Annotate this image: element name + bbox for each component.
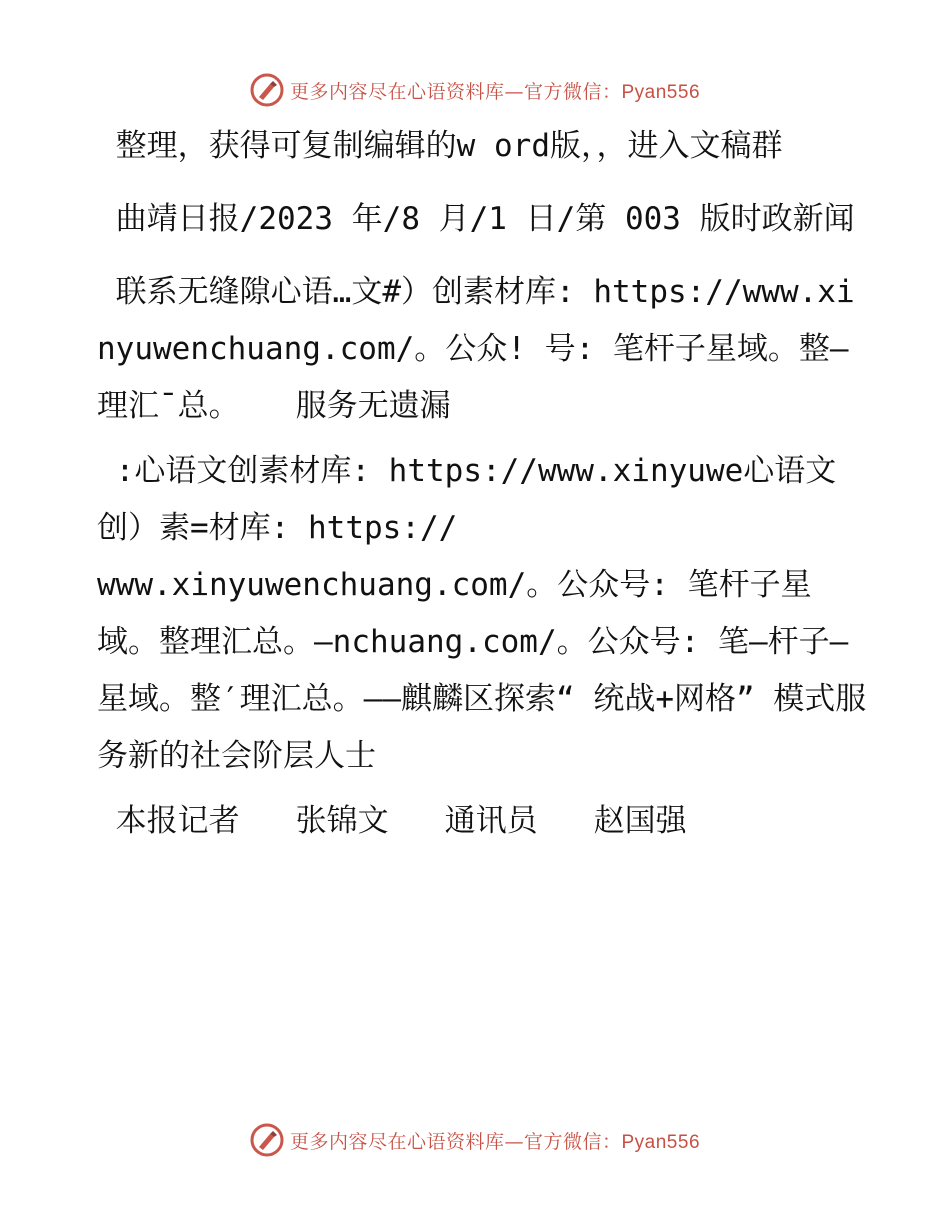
paragraph-4: :心语文创素材库: https://www.xinyuwe心语文创）素=材库: https:// www.xinyuwenchuang.com/。公众号: 笔杆子星域。整理汇总。—nchuang.com/。公众号: 笔—杆子—星域。整′理汇总。——麒麟区探索“ 统战+网格” 模式服务新的社会阶层人士 [97, 453, 867, 774]
paragraph-2: 曲靖日报/2023 年/8 月/1 日/第 003 版时政新闻 [97, 201, 855, 237]
header-watermark [0, 70, 950, 110]
paragraph-3: 联系无缝隙心语…文#）创素材库: https://www.xinyuwenchuang.com/。公众! 号: 笔杆子星域。整—理汇¯总。 服务无遗漏 [97, 274, 855, 424]
footer-watermark [0, 1120, 950, 1160]
watermark-text: 更多内容尽在心语资料库—官方微信：Pyan556 [289, 80, 701, 103]
pen-logo-icon [250, 1123, 284, 1157]
pen-logo-icon [250, 73, 284, 107]
watermark-text: 更多内容尽在心语资料库—官方微信：Pyan556 [289, 1130, 701, 1153]
paragraph-1: 整理，获得可复制编辑的w ord版，，进入文稿群 [97, 128, 783, 164]
byline: 本报记者 张锦文 通讯员 赵国强 [97, 803, 687, 839]
watermark-wechat-id: Pyan556 [621, 81, 701, 103]
watermark-wechat-id: Pyan556 [621, 1131, 701, 1153]
document-body [97, 118, 867, 866]
